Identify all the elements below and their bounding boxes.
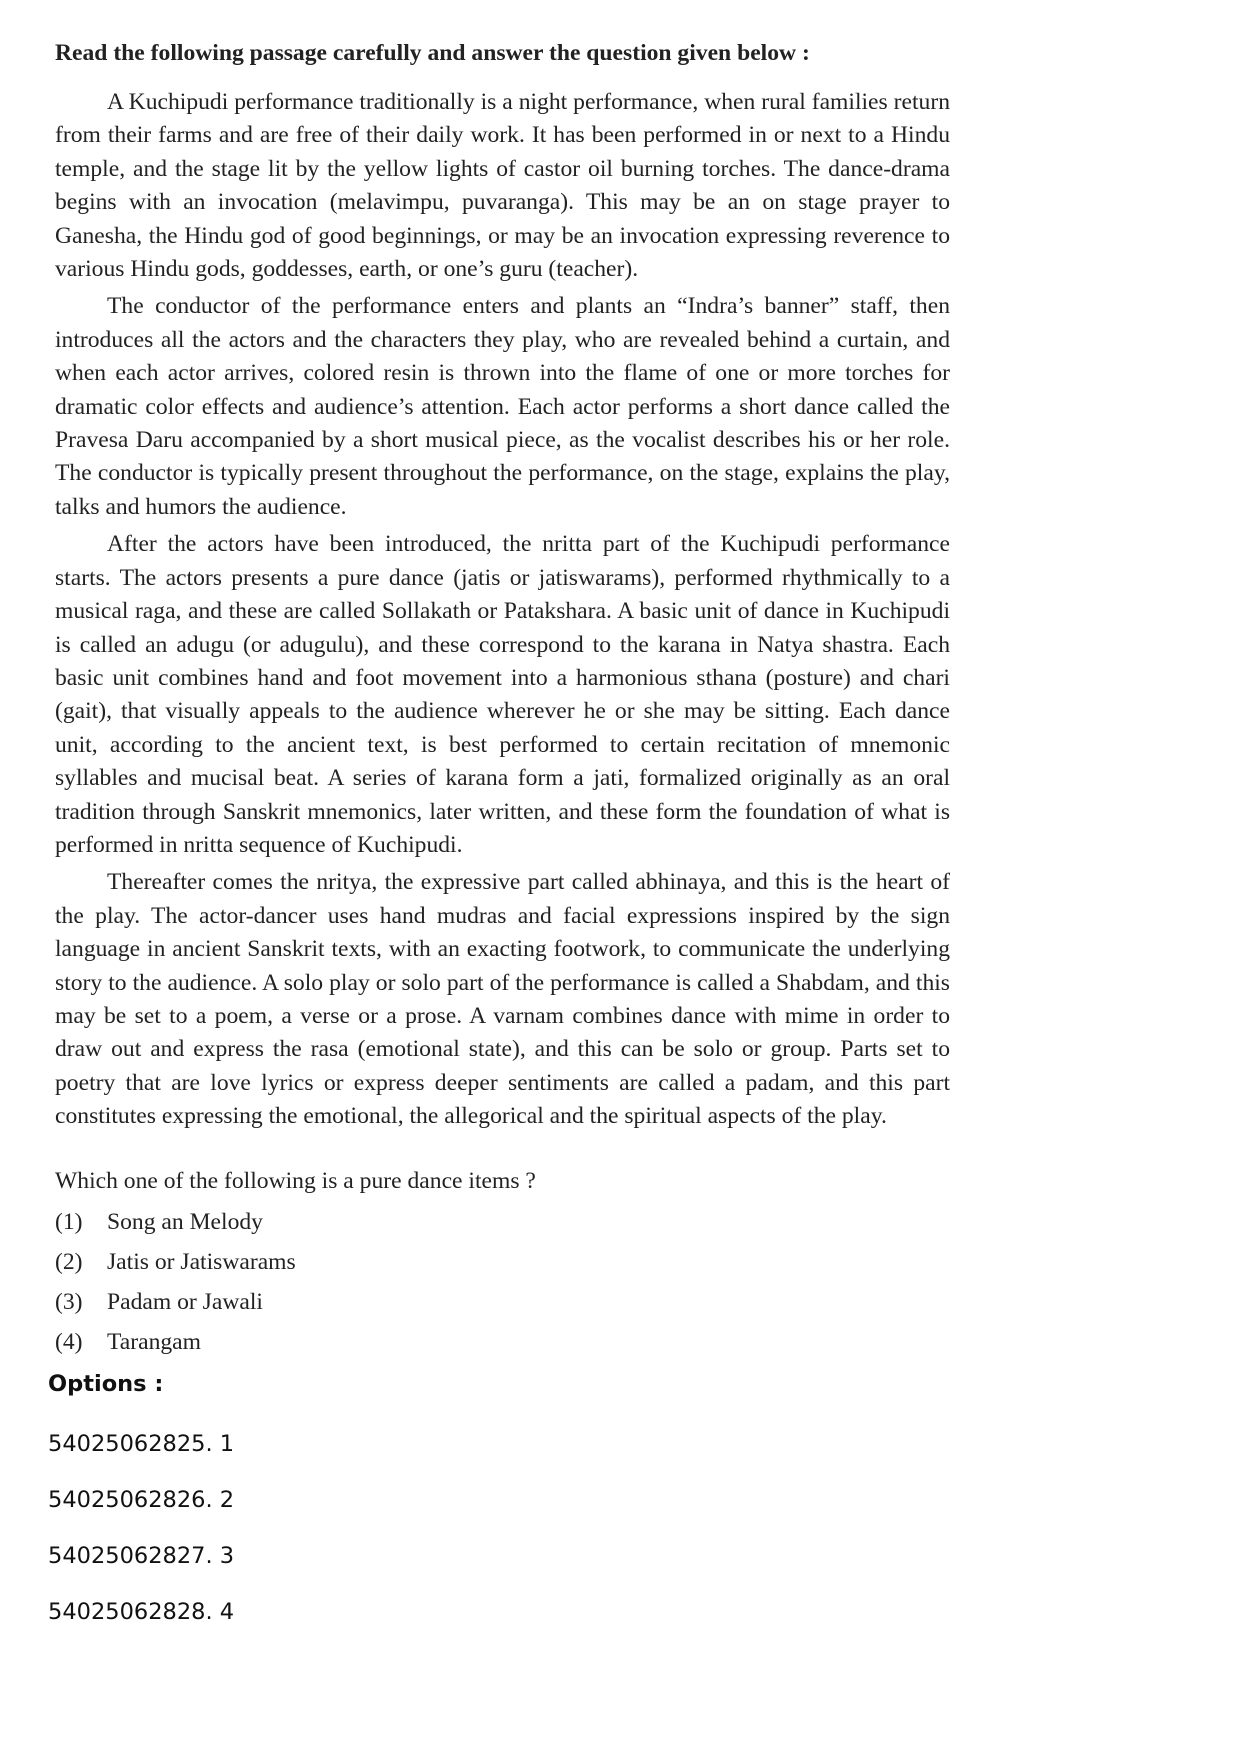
option-4[interactable]: 54025062828. 4 bbox=[48, 1599, 235, 1625]
choice-number: (1) bbox=[55, 1208, 83, 1235]
option-2[interactable]: 54025062826. 2 bbox=[48, 1487, 235, 1513]
choice-number: (2) bbox=[55, 1248, 83, 1275]
options-section bbox=[48, 1368, 234, 1652]
choice-text: Song an Melody bbox=[107, 1208, 263, 1235]
question-scan bbox=[55, 38, 950, 1362]
passage-paragraph-4: Thereafter comes the nritya, the expressive part called abhinaya, and this is the heart of the play. The actor-dancer uses hand mudras and facial expressions inspired by the sign language in ancient Sanskrit texts, with an exacting footwork, to communicate the underlying story to the audience. A solo play or solo part of the performance is called a Shabdam, and this may be set to a poem, a verse or a prose. A varnam combines dance with mime in order to draw out and express the rasa (emotional state), and this can be solo or group. Parts set to poetry that are love lyrics or express deeper sentiments are called a padam, and this part constitutes expressing the emotional, the allegorical and the spiritual aspects of the play. bbox=[55, 869, 950, 1130]
passage-paragraph-3: After the actors have been introduced, the nritta part of the Kuchipudi performance starts. The actors presents a pure dance (jatis or jatiswarams), performed rhythmically to a musical raga, and these are called Sollakath or Patakshara. A basic unit of dance in Kuchipudi is called an adugu (or adugulu), and these correspond to the karana in Natya shastra. Each basic unit combines hand and foot movement into a harmonious sthana (posture) and chari (gait), that visually appeals to the audience wherever he or she may be sitting. Each dance unit, according to the ancient text, is best performed to certain recitation of mnemonic syllables and mucisal beat. A series of karana form a jati, formalized originally as an oral tradition through Sanskrit mnemonics, later written, and these form the foundation of what is performed in nritta sequence of Kuchipudi. bbox=[55, 531, 950, 858]
choice-number: (4) bbox=[55, 1328, 83, 1355]
option-3[interactable]: 54025062827. 3 bbox=[48, 1543, 235, 1569]
passage-paragraph-1: A Kuchipudi performance traditionally is a night performance, when rural families return from their farms and are free of their daily work. It has been performed in or next to a Hindu temple, and the stage lit by the yellow lights of castor oil burning torches. The dance-drama begins with an invocation (melavimpu, puvaranga). This may be an on stage prayer to Ganesha, the Hindu god of good beginnings, or may be an invocation expressing reverence to various Hindu gods, goddesses, earth, or one’s guru (teacher). bbox=[55, 89, 950, 283]
instruction-heading: Read the following passage carefully and answer the question given below : bbox=[55, 40, 810, 66]
choice-text: Padam or Jawali bbox=[107, 1288, 263, 1315]
options-heading: Options : bbox=[48, 1371, 164, 1397]
choice-text: Tarangam bbox=[107, 1328, 201, 1355]
passage-paragraph-2: The conductor of the performance enters and plants an “Indra’s banner” staff, then introduces all the actors and the characters they play, who are revealed behind a curtain, and when each actor arrives, colored resin is thrown into the flame of one or more torches for dramatic color effects and audience’s attention. Each actor performs a short dance called the Pravesa Daru accompanied by a short musical piece, as the vocalist describes his or her role. The conductor is typically present throughout the performance, on the stage, explains the play, talks and humors the audience. bbox=[55, 293, 950, 520]
answer-choices bbox=[55, 1202, 950, 1362]
choice-number: (3) bbox=[55, 1288, 83, 1315]
choice-1 bbox=[55, 1202, 950, 1242]
choice-text: Jatis or Jatiswarams bbox=[107, 1248, 296, 1275]
question-text: Which one of the following is a pure dance items ? bbox=[55, 1167, 536, 1194]
option-1[interactable]: 54025062825. 1 bbox=[48, 1431, 235, 1457]
choice-3 bbox=[55, 1282, 950, 1322]
choice-4 bbox=[55, 1322, 950, 1362]
passage bbox=[55, 86, 950, 1134]
choice-2 bbox=[55, 1242, 950, 1282]
